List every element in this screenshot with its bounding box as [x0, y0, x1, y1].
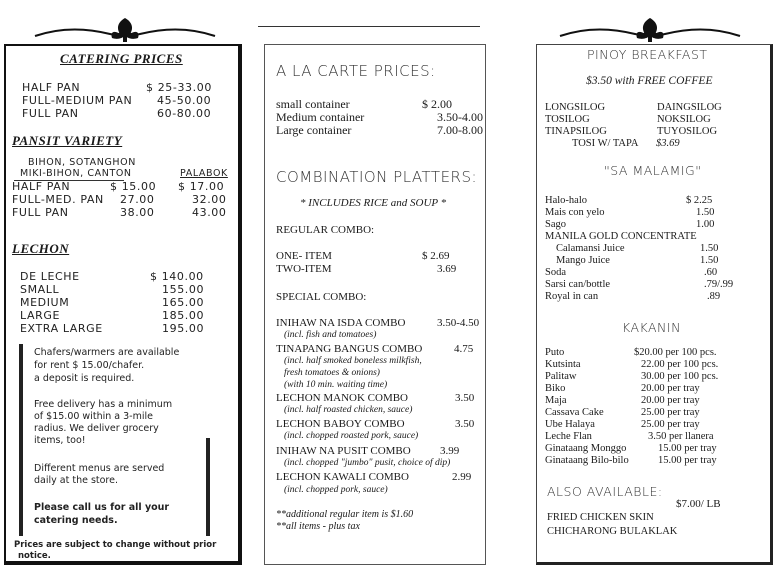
kakanin-label: Leche Flan [545, 431, 592, 442]
drink-price: $ 2.25 [686, 195, 713, 206]
catering-label: HALF PAN [22, 81, 81, 94]
kakanin-label: Puto [545, 347, 565, 358]
lechon-title: LECHON [12, 241, 70, 256]
call-text: catering needs. [34, 515, 118, 526]
breakfast-item: NOKSILOG [657, 114, 711, 125]
kakanin-price: 20.00 per tray [641, 383, 700, 394]
alacarte-title: A LA CARTE PRICES: [276, 62, 436, 80]
kakanin-price: $20.00 per 100 pcs. [634, 347, 717, 358]
pansit-title: PANSIT VARIETY [12, 133, 123, 148]
drink-label: Mango Juice [556, 255, 610, 266]
kakanin-price: 25.00 per tray [641, 407, 700, 418]
drink-price: .89 [707, 291, 721, 302]
drink-label: Soda [545, 267, 566, 278]
includes-note: * INCLUDES RICE and SOUP * [300, 197, 447, 209]
drink-label: Royal in can [545, 291, 599, 302]
special-combo-price: 3.50 [455, 418, 475, 430]
kakanin-label: Palitaw [545, 371, 577, 382]
kakanin-price: 25.00 per tray [641, 419, 700, 430]
delivery-text: radius. We deliver grocery [34, 423, 159, 434]
drink-price: .79/.99 [704, 279, 734, 290]
pansit-label: FULL-MED. PAN [12, 193, 104, 206]
info-box-left-bar [19, 344, 23, 536]
special-combo-note: (with 10 min. waiting time) [284, 380, 388, 390]
kakanin-price: 22.00 per 100 pcs. [641, 359, 719, 370]
menus-text: daily at the store. [34, 475, 118, 486]
pansit-price: $ 15.00 [110, 180, 157, 193]
regular-combo-title: REGULAR COMBO: [276, 224, 375, 236]
drink-label: Sago [545, 219, 566, 230]
pansit-price: 27.00 [120, 193, 155, 206]
alacarte-price: 3.50-4.00 [437, 110, 483, 124]
alacarte-price: 7.00-8.00 [437, 123, 483, 137]
concentrate-title: MANILA GOLD CONCENTRATE [545, 231, 697, 242]
combo-label: TWO-ITEM [276, 263, 332, 275]
price-disclaimer: Prices are subject to change without prior [14, 540, 217, 550]
footnote-additional: **additional regular item is $1.60 [276, 509, 414, 520]
catering-price: $ 25-33.00 [146, 81, 212, 94]
kakanin-label: Biko [545, 383, 566, 394]
also-available-title: ALSO AVAILABLE: [547, 484, 663, 499]
call-text: Please call us for all your [34, 502, 170, 513]
pansit-price: 38.00 [120, 206, 155, 219]
breakfast-subtitle: $3.50 with FREE COFFEE [586, 75, 713, 87]
special-combo-note: (incl. chopped pork, sauce) [284, 485, 388, 495]
kakanin-label: Ginataang Bilo-bilo [545, 455, 629, 466]
combo-label: ONE- ITEM [276, 250, 332, 262]
special-combo-note: (incl. half roasted chicken, sauce) [284, 405, 413, 415]
alacarte-label: Medium container [276, 110, 365, 124]
catering-label: FULL-MEDIUM PAN [22, 94, 133, 107]
catering-title: CATERING PRICES [60, 51, 183, 66]
combination-title: COMBINATION PLATTERS: [276, 168, 478, 186]
breakfast-title: PINOY BREAKFAST [587, 47, 708, 62]
drink-price: 1.50 [700, 255, 719, 266]
combo-price: $ 2.69 [422, 250, 450, 262]
lechon-label: DE LECHE [20, 270, 80, 283]
price-disclaimer: notice. [18, 551, 51, 561]
breakfast-item: TINAPSILOG [545, 126, 607, 137]
tosi-label: TOSI W/ TAPA [572, 138, 639, 149]
catering-price: 60-80.00 [157, 107, 212, 120]
special-combo-title: SPECIAL COMBO: [276, 291, 367, 303]
kakanin-price: 30.00 per 100 pcs. [641, 371, 719, 382]
drink-label: Halo-halo [545, 195, 587, 206]
delivery-text: items, too! [34, 435, 86, 446]
tosi-price: $3.69 [656, 138, 680, 149]
delivery-text: Free delivery has a minimum [34, 399, 173, 410]
also-available-item: FRIED CHICKEN SKIN [547, 512, 654, 523]
alacarte-price: $ 2.00 [422, 97, 452, 111]
samalamig-title: "SA MALAMIG" [604, 163, 702, 178]
catering-price: 45-50.00 [157, 94, 212, 107]
combo-price: 3.69 [437, 263, 457, 275]
special-combo-price: 3.99 [440, 445, 460, 457]
kakanin-price: 20.00 per tray [641, 395, 700, 406]
lechon-price: 185.00 [162, 309, 205, 322]
pansit-palabok-header: PALABOK [180, 168, 228, 179]
kakanin-label: Ginataang Monggo [545, 443, 627, 454]
menus-text: Different menus are served [34, 463, 165, 474]
alacarte-label: small container [276, 97, 350, 111]
special-combo-note: (incl. fish and tomatoes) [284, 330, 377, 340]
kakanin-title: KAKANIN [622, 320, 681, 335]
flourish-ornament-left [30, 14, 220, 44]
kakanin-label: Kutsinta [545, 359, 581, 370]
catering-label: FULL PAN [22, 107, 79, 120]
pansit-label: FULL PAN [12, 206, 69, 219]
lechon-price: 155.00 [162, 283, 205, 296]
lechon-label: EXTRA LARGE [20, 322, 103, 335]
delivery-text: of $15.00 within a 3-mile [34, 411, 153, 422]
also-available-item: CHICHARONG BULAKLAK [547, 526, 678, 537]
chafers-text: Chafers/warmers are available [34, 347, 180, 358]
lechon-price: 165.00 [162, 296, 205, 309]
lechon-label: SMALL [20, 283, 60, 296]
lechon-price: 195.00 [162, 322, 205, 335]
palabok-price: 43.00 [192, 206, 227, 219]
footnote-tax: **all items - plus tax [276, 521, 360, 532]
drink-price: 1.50 [696, 207, 715, 218]
special-combo-price: 3.50-4.50 [437, 317, 480, 329]
also-available-price: $7.00/ LB [676, 498, 721, 510]
lechon-price: $ 140.00 [150, 270, 204, 283]
info-box-right-bar [206, 438, 210, 536]
pansit-noodle-types-2: MIKI-BIHON, CANTON [20, 168, 132, 179]
kakanin-label: Maja [545, 395, 567, 406]
special-combo-label: LECHON BABOY COMBO [276, 418, 405, 430]
flourish-ornament-right [555, 14, 745, 44]
lechon-label: LARGE [20, 309, 61, 322]
special-combo-label: LECHON KAWALI COMBO [276, 471, 409, 483]
drink-price: .60 [704, 267, 718, 278]
kakanin-price: 3.50 per llanera [648, 431, 714, 442]
drink-label: Mais con yelo [545, 207, 605, 218]
kakanin-label: Ube Halaya [545, 419, 595, 430]
drink-label: Calamansi Juice [556, 243, 625, 254]
chafers-text: a deposit is required. [34, 373, 135, 384]
drink-price: 1.00 [696, 219, 715, 230]
special-combo-label: LECHON MANOK COMBO [276, 392, 409, 404]
pansit-label: HALF PAN [12, 180, 71, 193]
special-combo-label: INIHAW NA PUSIT COMBO [276, 445, 411, 457]
special-combo-label: TINAPANG BANGUS COMBO [276, 343, 423, 355]
breakfast-item: LONGSILOG [545, 102, 606, 113]
breakfast-item: TUYOSILOG [657, 126, 718, 137]
breakfast-item: TOSILOG [545, 114, 590, 125]
special-combo-note: (incl. chopped roasted pork, sauce) [284, 431, 419, 441]
palabok-price: $ 17.00 [178, 180, 225, 193]
kakanin-price: 15.00 per tray [658, 443, 717, 454]
chafers-text: for rent $ 15.00/chafer. [34, 360, 145, 371]
kakanin-label: Cassava Cake [545, 407, 604, 418]
palabok-price: 32.00 [192, 193, 227, 206]
drink-label: Sarsi can/bottle [545, 279, 611, 290]
lechon-label: MEDIUM [20, 296, 70, 309]
special-combo-label: INIHAW NA ISDA COMBO [276, 317, 406, 329]
pansit-noodle-types-1: BIHON, SOTANGHON [28, 157, 136, 168]
special-combo-price: 3.50 [455, 392, 475, 404]
special-combo-note: (incl. chopped "jumbo" pusit, choice of dip) [284, 458, 451, 468]
breakfast-item: DAINGSILOG [657, 102, 722, 113]
special-combo-note: (incl. half smoked boneless milkfish, [284, 356, 422, 366]
special-combo-note: fresh tomatoes & onions) [284, 368, 380, 378]
drink-price: 1.50 [700, 243, 719, 254]
kakanin-price: 15.00 per tray [658, 455, 717, 466]
special-combo-price: 4.75 [454, 343, 474, 355]
alacarte-label: Large container [276, 123, 352, 137]
special-combo-price: 2.99 [452, 471, 472, 483]
top-rule [258, 26, 480, 27]
